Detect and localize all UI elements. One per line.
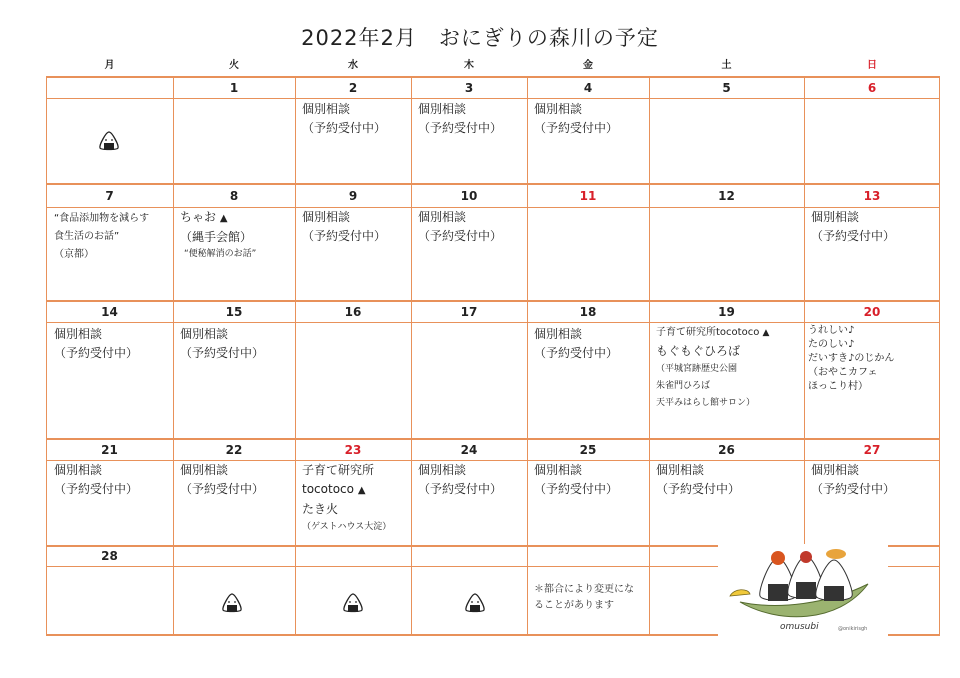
event-20 <box>808 324 894 394</box>
event-consult-10 <box>418 208 502 246</box>
event-line: （予約受付中） <box>180 346 265 360</box>
date-number: 20 <box>863 305 881 319</box>
date-number: 25 <box>579 443 597 457</box>
date-number: 23 <box>344 443 362 457</box>
event-line: （予約受付中） <box>534 121 619 135</box>
turtle-icon: ▲ <box>762 328 770 338</box>
event-line: 個別相談 <box>534 102 583 116</box>
event-consult-14 <box>54 325 138 363</box>
event-line: 個別相談 <box>180 327 229 341</box>
note-line: ＊都合により変更にな <box>534 584 634 595</box>
grid-line <box>939 76 940 636</box>
event-7 <box>54 210 149 264</box>
event-consult-21 <box>54 461 138 499</box>
event-line: （予約受付中） <box>54 482 139 496</box>
event-consult-15 <box>180 325 264 363</box>
grid-line <box>649 76 650 636</box>
weekday-sat: 土 <box>721 60 732 71</box>
event-line: 個別相談 <box>811 463 860 477</box>
event-19 <box>656 324 769 412</box>
onigiri-icon <box>98 131 120 151</box>
event-consult-18 <box>534 325 618 363</box>
grid-line <box>411 76 412 636</box>
event-line: （平城宮跡歴史公園 <box>656 364 738 374</box>
schedule-note <box>534 582 634 614</box>
date-number: 24 <box>460 443 478 457</box>
onigiri-icon <box>342 593 364 613</box>
event-consult-24 <box>418 461 502 499</box>
grid-line <box>295 76 296 636</box>
event-line: 個別相談 <box>180 463 229 477</box>
event-consult-26 <box>656 461 740 499</box>
event-line: 個別相談 <box>418 463 467 477</box>
turtle-icon: ▲ <box>219 213 228 224</box>
event-line: うれしい♪ <box>808 325 855 336</box>
event-23 <box>302 461 391 536</box>
weekday-sun: 日 <box>867 60 877 71</box>
event-line <box>656 324 769 342</box>
onigiri-icon <box>221 593 243 613</box>
event-line: だいすき♪のじかん <box>808 353 895 364</box>
date-number: 14 <box>101 305 118 319</box>
date-number: 8 <box>229 189 239 203</box>
date-number: 9 <box>348 189 358 203</box>
note-line: ることがあります <box>534 600 614 611</box>
date-number: 16 <box>344 305 362 319</box>
date-number: 10 <box>460 189 478 203</box>
date-number: 27 <box>863 443 881 457</box>
illustration-credit: @onikirisgh <box>838 626 868 632</box>
date-number: 28 <box>101 549 118 563</box>
event-line: （予約受付中） <box>418 482 503 496</box>
date-number: 12 <box>718 189 735 203</box>
event-line: （ゲストハウス大淀） <box>302 522 392 532</box>
event-consult-4 <box>534 100 618 138</box>
date-number: 11 <box>579 189 597 203</box>
event-line: “便秘解消のお話” <box>184 249 257 259</box>
date-number: 1 <box>229 81 239 95</box>
event-line: （予約受付中） <box>54 346 139 360</box>
onigiri-icon <box>464 593 486 613</box>
event-consult-3 <box>418 100 502 138</box>
date-number: 5 <box>722 81 731 95</box>
event-line: （予約受付中） <box>534 482 619 496</box>
event-line: ほっこり村） <box>808 381 868 392</box>
event-line: （予約受付中） <box>811 229 896 243</box>
date-number: 26 <box>718 443 735 457</box>
event-line: たのしい♪ <box>808 339 855 350</box>
event-title: tocotoco <box>302 482 354 496</box>
omusubi-illustration <box>718 544 888 638</box>
page-title: 2022年2月 おにぎりの森川の予定 <box>301 26 659 50</box>
event-line: （予約受付中） <box>180 482 265 496</box>
date-number: 18 <box>579 305 597 319</box>
date-number: 19 <box>718 305 735 319</box>
event-line: 個別相談 <box>534 463 583 477</box>
calendar <box>46 56 940 636</box>
turtle-icon: ▲ <box>357 485 366 496</box>
event-line: （予約受付中） <box>302 121 387 135</box>
event-line: 個別相談 <box>811 210 860 224</box>
weekday-thu: 木 <box>464 60 474 71</box>
event-line: （予約受付中） <box>656 482 741 496</box>
event-line: （予約受付中） <box>811 482 896 496</box>
date-number: 4 <box>583 81 593 95</box>
date-number: 7 <box>105 189 114 203</box>
event-line: （予約受付中） <box>534 346 619 360</box>
date-number: 22 <box>225 443 243 457</box>
event-title: 子育て研究所tocotoco <box>656 327 760 338</box>
event-line <box>180 208 256 228</box>
event-consult-13 <box>811 208 895 246</box>
event-consult-27 <box>811 461 895 499</box>
event-line: 個別相談 <box>418 210 467 224</box>
event-line: （京都） <box>54 249 94 260</box>
event-line: 個別相談 <box>302 210 351 224</box>
event-line: たき火 <box>302 502 339 516</box>
illustration-caption: omusubi <box>780 622 819 632</box>
weekday-tue: 火 <box>229 60 239 71</box>
event-line: 個別相談 <box>656 463 705 477</box>
event-title: ちゃお <box>180 210 217 224</box>
weekday-mon: 月 <box>104 60 115 71</box>
date-number: 2 <box>348 81 358 95</box>
grid-line <box>173 76 174 636</box>
event-line: （予約受付中） <box>418 229 503 243</box>
event-line: 個別相談 <box>302 102 351 116</box>
event-line: 個別相談 <box>54 463 103 477</box>
event-line: 個別相談 <box>534 327 583 341</box>
grid-line <box>527 76 528 636</box>
event-line: 個別相談 <box>418 102 467 116</box>
event-line: 子育て研究所 <box>302 463 375 477</box>
event-consult-2 <box>302 100 386 138</box>
date-number: 21 <box>101 443 118 457</box>
date-number: 6 <box>867 81 877 95</box>
weekday-fri: 金 <box>583 60 593 71</box>
date-number: 17 <box>460 305 478 319</box>
event-line: 食生活のお話” <box>54 231 120 242</box>
event-line: 個別相談 <box>54 327 103 341</box>
event-line: （おやこカフェ <box>808 367 878 378</box>
date-number: 15 <box>225 305 243 319</box>
event-consult-22 <box>180 461 264 499</box>
event-line: （予約受付中） <box>302 229 387 243</box>
event-consult-9 <box>302 208 386 246</box>
date-number: 13 <box>863 189 881 203</box>
weekday-wed: 水 <box>348 60 358 71</box>
event-line <box>302 480 391 500</box>
date-number: 3 <box>464 81 474 95</box>
event-line: 朱雀門ひろば <box>656 381 711 391</box>
event-line: （縄手会館） <box>180 230 253 244</box>
event-line: 天平みはらし館サロン） <box>656 398 756 408</box>
event-consult-25 <box>534 461 618 499</box>
event-8 <box>180 208 256 261</box>
event-line: もぐもぐひろば <box>656 344 741 358</box>
event-line: “食品添加物を減らす <box>54 213 150 224</box>
event-line: （予約受付中） <box>418 121 503 135</box>
onigiri-leaf-illustration <box>718 544 888 624</box>
